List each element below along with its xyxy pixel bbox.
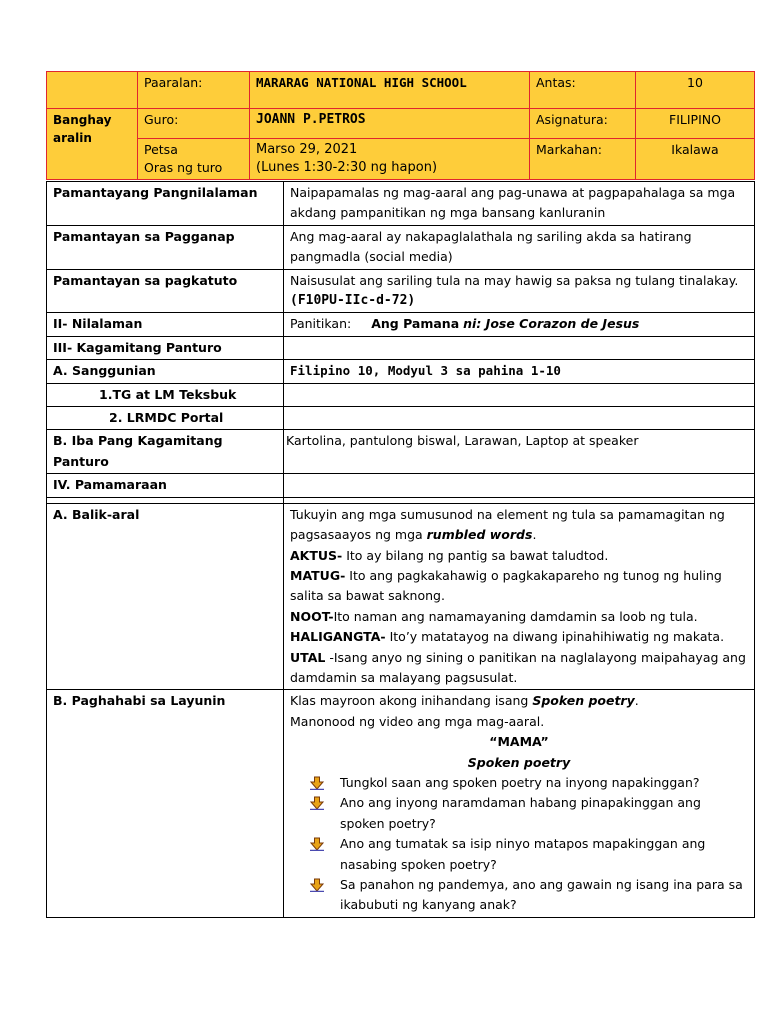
balik-rumbled: rumbled words [426, 527, 533, 543]
oras-value: (Lunes 1:30-2:30 ng hapon) [256, 160, 438, 175]
question-text: Ano ang tumatak sa isip ninyo matapos mapakinggan ang nasabing spoken poetry? [340, 836, 706, 872]
poem-subtitle [290, 753, 748, 773]
antas-value: 10 [636, 72, 755, 109]
question-text: Ano ang inyong naramdaman habang pinapakinggan ang spoken poetry? [340, 795, 701, 831]
list-item [310, 773, 748, 793]
pagkatuto-cell [284, 269, 755, 313]
paaralan-value: MARARAG NATIONAL HIGH SCHOOL [250, 72, 530, 109]
nilalaman-label: II- Nilalaman [47, 313, 284, 336]
nilalaman-prefix: Panitikan: [290, 316, 352, 332]
haligangta-def: Ito’y matatayog na diwang ipinahihiwatig ng makata. [385, 629, 725, 645]
iba-value: Kartolina, pantulong biswal, Larawan, Laptop at speaker [284, 430, 755, 474]
pagkatuto-code: (F10PU-IIc-d-72) [290, 293, 416, 309]
matug-term: MATUG- [290, 567, 346, 583]
matug-line [290, 566, 748, 607]
haligangta-line [290, 627, 748, 647]
header-empty-cell [47, 72, 138, 109]
pamamaraan-empty [284, 474, 755, 497]
tg-label: 1.TG at LM Teksbuk [47, 383, 284, 406]
pangnilalaman-value: Naipapamalas ng mag-aaral ang pag-unawa at pagpapahalaga sa mga akdang pampanitikan ng mga bansang kanluranin [284, 182, 755, 226]
arrow-bullet-icon [310, 837, 324, 851]
tg-empty [284, 383, 755, 406]
lesson-table [46, 181, 755, 918]
question-list [290, 773, 748, 916]
lrmdc-empty [284, 407, 755, 430]
paghahabi-line2: Manonood ng video ang mga mag-aaral. [290, 713, 545, 729]
pagkatuto-value: Naisusulat ang sariling tula na may hawig sa paksa ng tulang tinalakay. [290, 272, 739, 288]
guro-label: Guro: [138, 109, 250, 139]
paghahabi-line1 [290, 691, 748, 711]
sanggunian-value: Filipino 10, Modyul 3 sa pahina 1-10 [284, 360, 755, 383]
noot-def: Ito naman ang namamayaning damdamin sa loob ng tula. [333, 608, 698, 624]
pagganap-label: Pamantayan sa Pagganap [47, 225, 284, 269]
paaralan-label: Paaralan: [138, 72, 250, 109]
balik-cell [284, 503, 755, 690]
asignatura-label: Asignatura: [530, 109, 636, 139]
pamamaraan-label: IV. Pamamaraan [47, 474, 284, 497]
aktus-line [290, 546, 748, 566]
nilalaman-author: ni: Jose Corazon de Jesus [463, 316, 640, 332]
markahan-label: Markahan: [530, 139, 636, 180]
arrow-bullet-icon [310, 776, 324, 790]
kagamitang-label: III- Kagamitang Panturo [47, 336, 284, 359]
oras-label: Oras ng turo [144, 160, 223, 175]
sanggunian-label: A. Sanggunian [47, 360, 284, 383]
arrow-bullet-icon [310, 796, 324, 810]
asignatura-value: FILIPINO [636, 109, 755, 139]
lrmdc-label: 2. LRMDC Portal [47, 407, 284, 430]
question-text: Tungkol saan ang spoken poetry na inyong napakinggan? [340, 774, 700, 790]
petsa-oras-values [250, 139, 530, 180]
antas-label: Antas: [530, 72, 636, 109]
paghahabi-line1-post: . [634, 693, 639, 709]
haligangta-term: HALIGANGTA- [290, 629, 386, 645]
nilalaman-cell [284, 313, 755, 336]
utal-def: -Isang anyo ng sining o panitikan na naglalayong maipahayag ang damdamin sa malayang pagsusulat. [290, 649, 746, 685]
header-table [46, 71, 755, 180]
petsa-oras-labels [138, 139, 250, 180]
utal-term: UTAL [290, 649, 326, 665]
paghahabi-line1-em: Spoken poetry [532, 693, 635, 709]
paghahabi-label: B. Paghahabi sa Layunin [47, 690, 284, 917]
balik-period: . [532, 527, 537, 543]
list-item [310, 834, 748, 875]
noot-line [290, 607, 748, 627]
balik-intro [290, 505, 748, 546]
pagganap-value: Ang mag-aaral ay nakapaglalathala ng sariling akda sa hatirang pangmadla (social media) [284, 225, 755, 269]
paghahabi-cell [284, 690, 755, 917]
petsa-value: Marso 29, 2021 [256, 142, 358, 157]
guro-value: JOANN P.PETROS [250, 109, 530, 139]
balik-intro-text: Tukuyin ang mga sumusunod na element ng tula sa pamamagitan ng pagsasaayos ng mga [290, 506, 725, 543]
poem-subtitle-text: Spoken poetry [467, 754, 571, 770]
petsa-label: Petsa [144, 142, 178, 157]
matug-def: Ito ang pagkakahawig o pagkakapareho ng tunog ng huling salita sa bawat saknong. [290, 567, 722, 604]
list-item [310, 793, 748, 834]
nilalaman-title: Ang Pamana [371, 316, 460, 332]
pagkatuto-label: Pamantayan sa pagkatuto [47, 269, 284, 313]
noot-term: NOOT- [290, 608, 334, 624]
pangnilalaman-label: Pamantayang Pangnilalaman [47, 182, 284, 226]
balik-label: A. Balik-aral [47, 503, 284, 690]
list-item [310, 875, 748, 916]
kagamitang-empty [284, 336, 755, 359]
paghahabi-line1-pre: Klas mayroon akong inihandang isang [290, 693, 533, 709]
aktus-def: Ito ay bilang ng pantig sa bawat taludtod. [342, 547, 609, 563]
utal-line [290, 648, 748, 689]
banghay-aralin: Banghay aralin [47, 109, 138, 180]
aktus-term: AKTUS- [290, 547, 343, 563]
iba-label: B. Iba Pang Kagamitang Panturo [47, 430, 284, 474]
poem-title: “MAMA” [489, 734, 549, 750]
question-text: Sa panahon ng pandemya, ano ang gawain ng isang ina para sa ikabubuti ng kanyang anak? [340, 877, 743, 913]
arrow-bullet-icon [310, 878, 324, 892]
markahan-value: Ikalawa [636, 139, 755, 180]
